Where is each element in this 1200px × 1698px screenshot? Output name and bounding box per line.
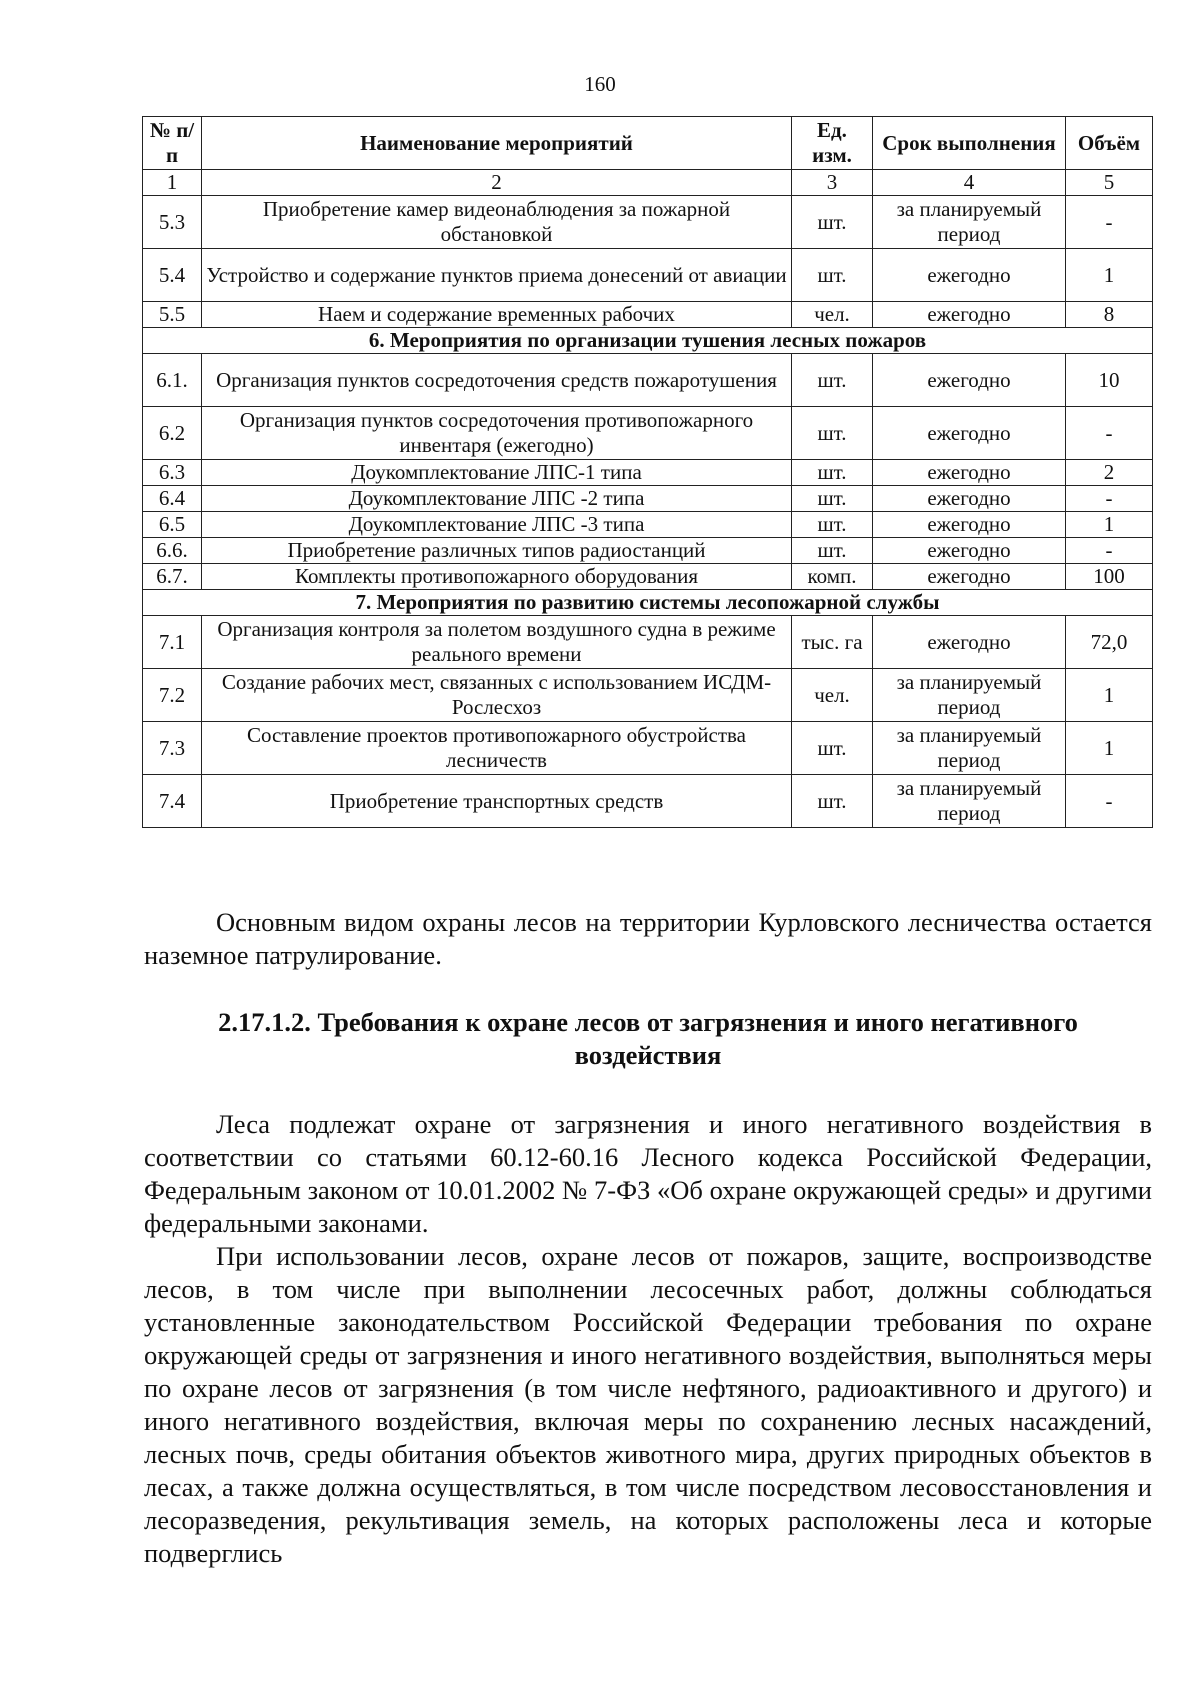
cell-num: 6.7.	[143, 564, 202, 590]
cell-volume: -	[1066, 538, 1153, 564]
section-title: 6. Мероприятия по организации тушения лесных пожаров	[143, 328, 1153, 354]
cell-term: ежегодно	[873, 249, 1066, 302]
cell-volume: 8	[1066, 302, 1153, 328]
cell-unit: шт.	[792, 512, 873, 538]
cell-name: Организация контроля за полетом воздушного судна в режиме реального времени	[202, 616, 792, 669]
column-numbers-row	[143, 170, 1153, 196]
table-row	[143, 538, 1153, 564]
body-paragraph-1: Леса подлежат охране от загрязнения и иного негативного воздействия в соответствии со статьями 60.12-60.16 Лесного кодекса Российской Федерации, Федеральным законом от 10.01.2002 № 7-ФЗ «Об охране окружающей среды» и другими федеральными законами.	[144, 1109, 1152, 1238]
cell-term: за планируемый период	[873, 722, 1066, 775]
cell-term: ежегодно	[873, 407, 1066, 460]
header-volume: Объём	[1066, 117, 1153, 170]
cell-unit: шт.	[792, 538, 873, 564]
cell-name: Наем и содержание временных рабочих	[202, 302, 792, 328]
table-row	[143, 302, 1153, 328]
cell-num: 7.1	[143, 616, 202, 669]
table-row	[143, 486, 1153, 512]
cell-name: Доукомплектование ЛПС-1 типа	[202, 460, 792, 486]
cell-volume: -	[1066, 486, 1153, 512]
table-header-row	[143, 117, 1153, 170]
cell-unit: шт.	[792, 775, 873, 828]
header-unit: Ед. изм.	[792, 117, 873, 170]
cell-unit: шт.	[792, 460, 873, 486]
cell-name: Приобретение камер видеонаблюдения за пожарной обстановкой	[202, 196, 792, 249]
cell-num: 6.2	[143, 407, 202, 460]
cell-name: Создание рабочих мест, связанных с использованием ИСДМ-Рослесхоз	[202, 669, 792, 722]
section-row	[143, 590, 1153, 616]
body-paragraph-2: При использовании лесов, охране лесов от пожаров, защите, воспроизводстве лесов, в том числе при выполнении лесосечных работ, должны соблюдаться установленные законодательством Российской Федерации требования по охране окружающей среды от загрязнения и иного негативного воздействия, выполняться меры по охране лесов от загрязнения (в том числе нефтяного, радиоактивного и другого) и иного негативного воздействия, включая меры по сохранению лесных насаждений, лесных почв, среды обитания объектов животного мира, других природных объектов в лесах, а также должна осуществляться, в том числе посредством лесовосстановления и лесоразведения, рекультивация земель, на которых расположены леса и которые подверглись	[144, 1241, 1152, 1568]
column-number: 5	[1066, 170, 1153, 196]
cell-volume: 1	[1066, 512, 1153, 538]
cell-unit: шт.	[792, 407, 873, 460]
table-row	[143, 669, 1153, 722]
cell-num: 7.4	[143, 775, 202, 828]
cell-unit: тыс. га	[792, 616, 873, 669]
cell-num: 6.6.	[143, 538, 202, 564]
cell-term: ежегодно	[873, 302, 1066, 328]
cell-term: ежегодно	[873, 616, 1066, 669]
cell-name: Приобретение транспортных средств	[202, 775, 792, 828]
cell-unit: чел.	[792, 302, 873, 328]
cell-term: ежегодно	[873, 512, 1066, 538]
cell-unit: шт.	[792, 722, 873, 775]
cell-num: 6.3	[143, 460, 202, 486]
cell-volume: -	[1066, 196, 1153, 249]
table-row	[143, 564, 1153, 590]
cell-unit: чел.	[792, 669, 873, 722]
header-term: Срок выполнения	[873, 117, 1066, 170]
cell-name: Комплекты противопожарного оборудования	[202, 564, 792, 590]
table-row	[143, 616, 1153, 669]
table-row	[143, 196, 1153, 249]
table-row	[143, 722, 1153, 775]
intro-paragraph: Основным видом охраны лесов на территории Курловского лесничества остается наземное патрулирование.	[144, 907, 1152, 970]
table-body	[143, 170, 1153, 828]
cell-volume: -	[1066, 407, 1153, 460]
cell-num: 7.3	[143, 722, 202, 775]
cell-volume: 1	[1066, 722, 1153, 775]
cell-term: ежегодно	[873, 564, 1066, 590]
cell-term: ежегодно	[873, 354, 1066, 407]
body-text	[144, 1108, 1152, 1570]
cell-num: 6.5	[143, 512, 202, 538]
table-row	[143, 249, 1153, 302]
cell-volume: 10	[1066, 354, 1153, 407]
cell-volume: 72,0	[1066, 616, 1153, 669]
section-row	[143, 328, 1153, 354]
cell-num: 5.5	[143, 302, 202, 328]
cell-term: за планируемый период	[873, 775, 1066, 828]
cell-term: ежегодно	[873, 460, 1066, 486]
cell-name: Приобретение различных типов радиостанций	[202, 538, 792, 564]
cell-volume: 1	[1066, 669, 1153, 722]
cell-name: Устройство и содержание пунктов приема донесений от авиации	[202, 249, 792, 302]
cell-volume: -	[1066, 775, 1153, 828]
table-row	[143, 460, 1153, 486]
cell-unit: шт.	[792, 196, 873, 249]
cell-volume: 1	[1066, 249, 1153, 302]
cell-num: 7.2	[143, 669, 202, 722]
cell-num: 5.4	[143, 249, 202, 302]
table-row	[143, 775, 1153, 828]
cell-name: Доукомплектование ЛПС -3 типа	[202, 512, 792, 538]
column-number: 1	[143, 170, 202, 196]
table-row	[143, 512, 1153, 538]
table-row	[143, 354, 1153, 407]
column-number: 3	[792, 170, 873, 196]
cell-num: 6.1.	[143, 354, 202, 407]
cell-unit: комп.	[792, 564, 873, 590]
cell-num: 6.4	[143, 486, 202, 512]
column-number: 2	[202, 170, 792, 196]
cell-term: ежегодно	[873, 486, 1066, 512]
cell-unit: шт.	[792, 354, 873, 407]
cell-unit: шт.	[792, 486, 873, 512]
cell-term: за планируемый период	[873, 196, 1066, 249]
header-num: № п/п	[143, 117, 202, 170]
cell-name: Доукомплектование ЛПС -2 типа	[202, 486, 792, 512]
cell-volume: 2	[1066, 460, 1153, 486]
cell-volume: 100	[1066, 564, 1153, 590]
cell-unit: шт.	[792, 249, 873, 302]
section-heading: 2.17.1.2. Требования к охране лесов от загрязнения и иного негативного воздействия	[218, 1007, 1078, 1070]
measures-table	[142, 116, 1153, 828]
intro-text	[144, 906, 1152, 972]
header-name: Наименование мероприятий	[202, 117, 792, 170]
cell-name: Организация пунктов сосредоточения противопожарного инвентаря (ежегодно)	[202, 407, 792, 460]
cell-name: Составление проектов противопожарного обустройства лесничеств	[202, 722, 792, 775]
cell-num: 5.3	[143, 196, 202, 249]
table-row	[143, 407, 1153, 460]
column-number: 4	[873, 170, 1066, 196]
cell-term: за планируемый период	[873, 669, 1066, 722]
cell-name: Организация пунктов сосредоточения средств пожаротушения	[202, 354, 792, 407]
section-title: 7. Мероприятия по развитию системы лесопожарной службы	[143, 590, 1153, 616]
page-number: 160	[584, 72, 616, 96]
cell-term: ежегодно	[873, 538, 1066, 564]
